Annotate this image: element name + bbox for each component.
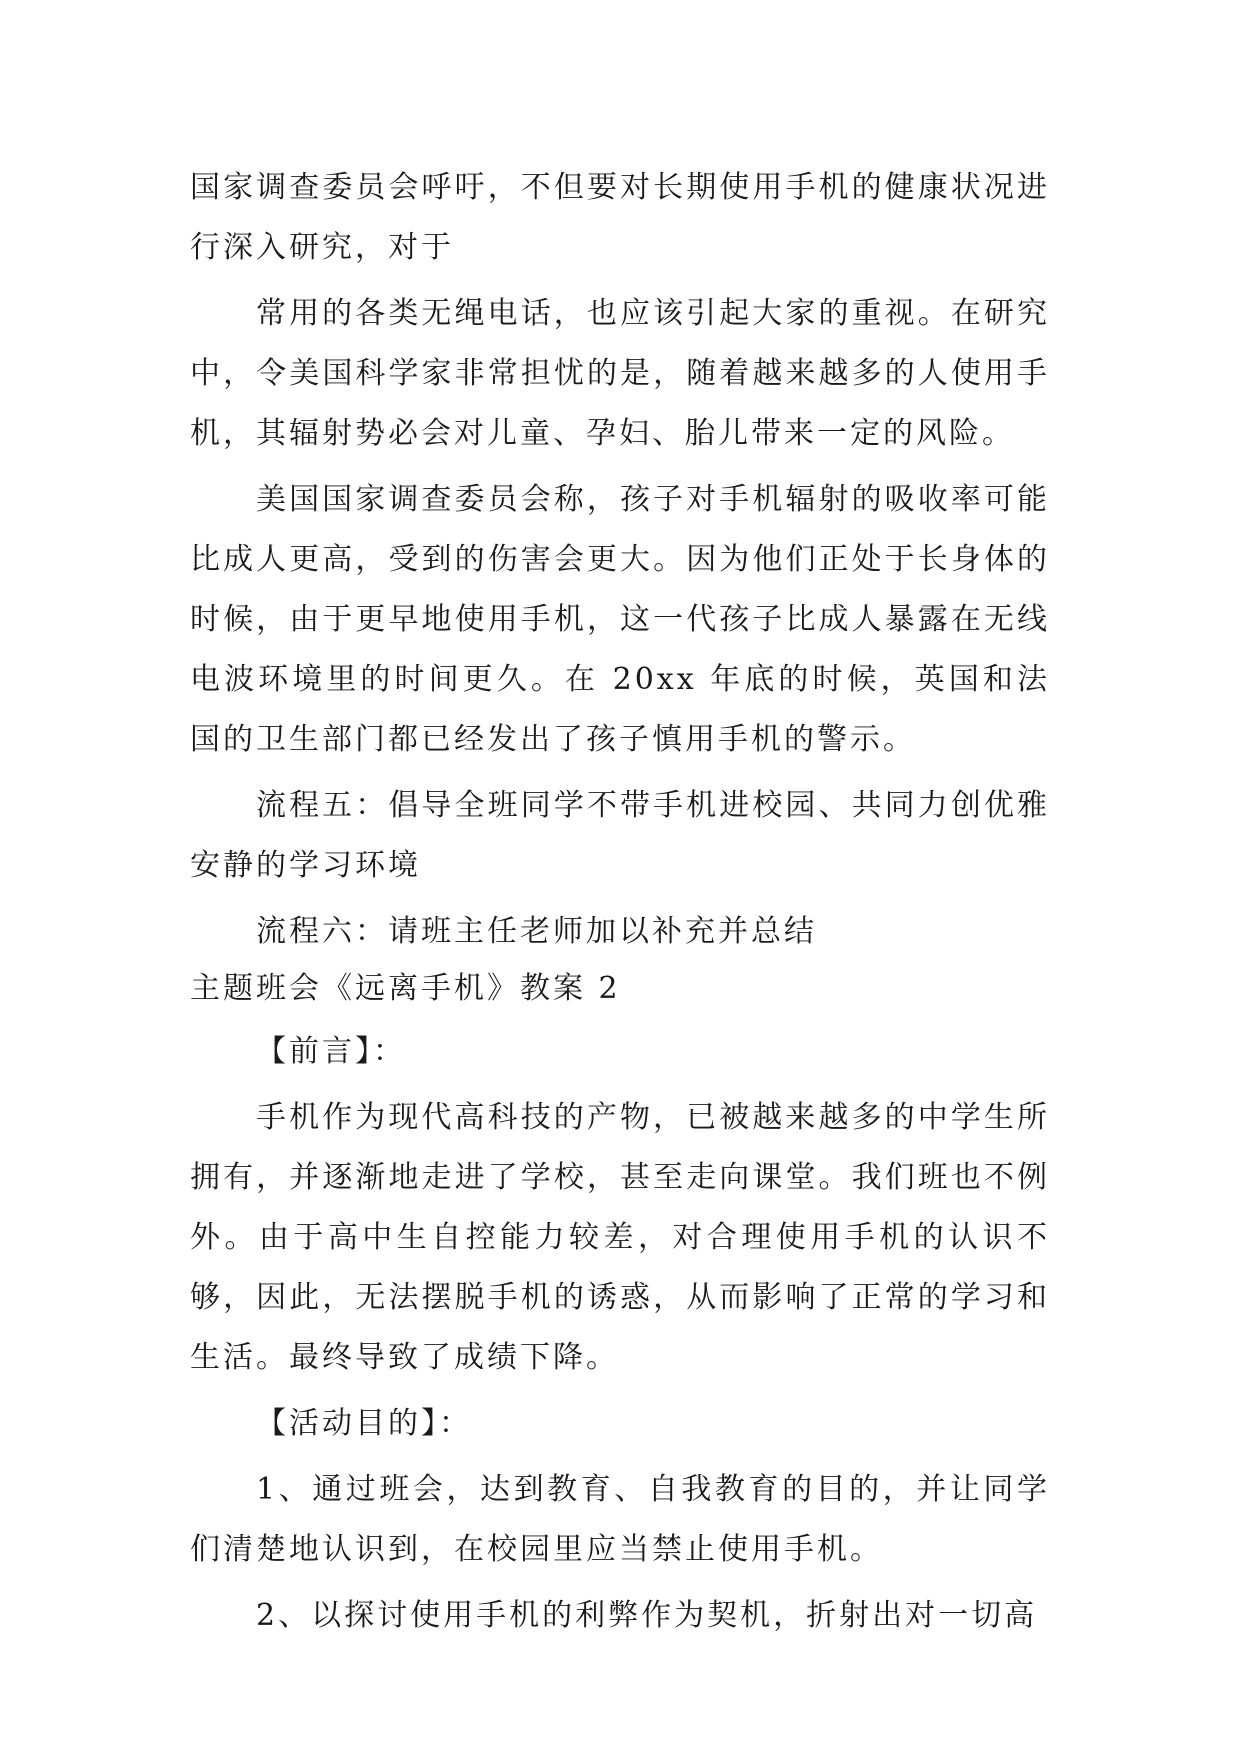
paragraph-3: 美国国家调查委员会称，孩子对手机辐射的吸收率可能比成人更高，受到的伤害会更大。因为他们正处于长身体的时候，由于更早地使用手机，这一代孩子比成人暴露在无线电波环境里的时间更久。在 20xx 年底的时候，英国和法国的卫生部门都已经发出了孩子慎用手机的警示。 bbox=[190, 482, 1050, 757]
paragraph-purpose-2: 2、以探讨使用手机的利弊作为契机，折射出对一切高 bbox=[256, 1598, 1038, 1633]
paragraph-1: 国家调查委员会呼吁，不但要对长期使用手机的健康状况进行深入研究，对于 bbox=[190, 170, 1050, 265]
activity-purpose-heading: 【活动目的】： bbox=[256, 1406, 472, 1441]
paragraph-process-six: 流程六：请班主任老师加以补充并总结 bbox=[256, 914, 817, 949]
preface-heading: 【前言】： bbox=[256, 1034, 406, 1069]
document-body bbox=[190, 158, 1050, 1652]
paragraph-preface: 手机作为现代高科技的产物，已被越来越多的中学生所拥有，并逐渐地走进了学校，甚至走向课堂。我们班也不例外。由于高中生自控能力较差，对合理使用手机的认识不够，因此，无法摆脱手机的诱惑，从而影响了正常的学习和生活。最终导致了成绩下降。 bbox=[190, 1100, 1050, 1375]
paragraph-purpose-1: 1、通过班会，达到教育、自我教育的目的，并让同学们清楚地认识到，在校园里应当禁止使用手机。 bbox=[190, 1472, 1050, 1567]
paragraph-2: 常用的各类无绳电话，也应该引起大家的重视。在研究中，令美国科学家非常担忧的是，随着越来越多的人使用手机，其辐射势必会对儿童、孕妇、胎儿带来一定的风险。 bbox=[190, 296, 1050, 451]
paragraph-process-five: 流程五：倡导全班同学不带手机进校园、共同力创优雅安静的学习环境 bbox=[190, 788, 1050, 883]
section-title: 主题班会《远离手机》教案 2 bbox=[190, 971, 621, 1006]
